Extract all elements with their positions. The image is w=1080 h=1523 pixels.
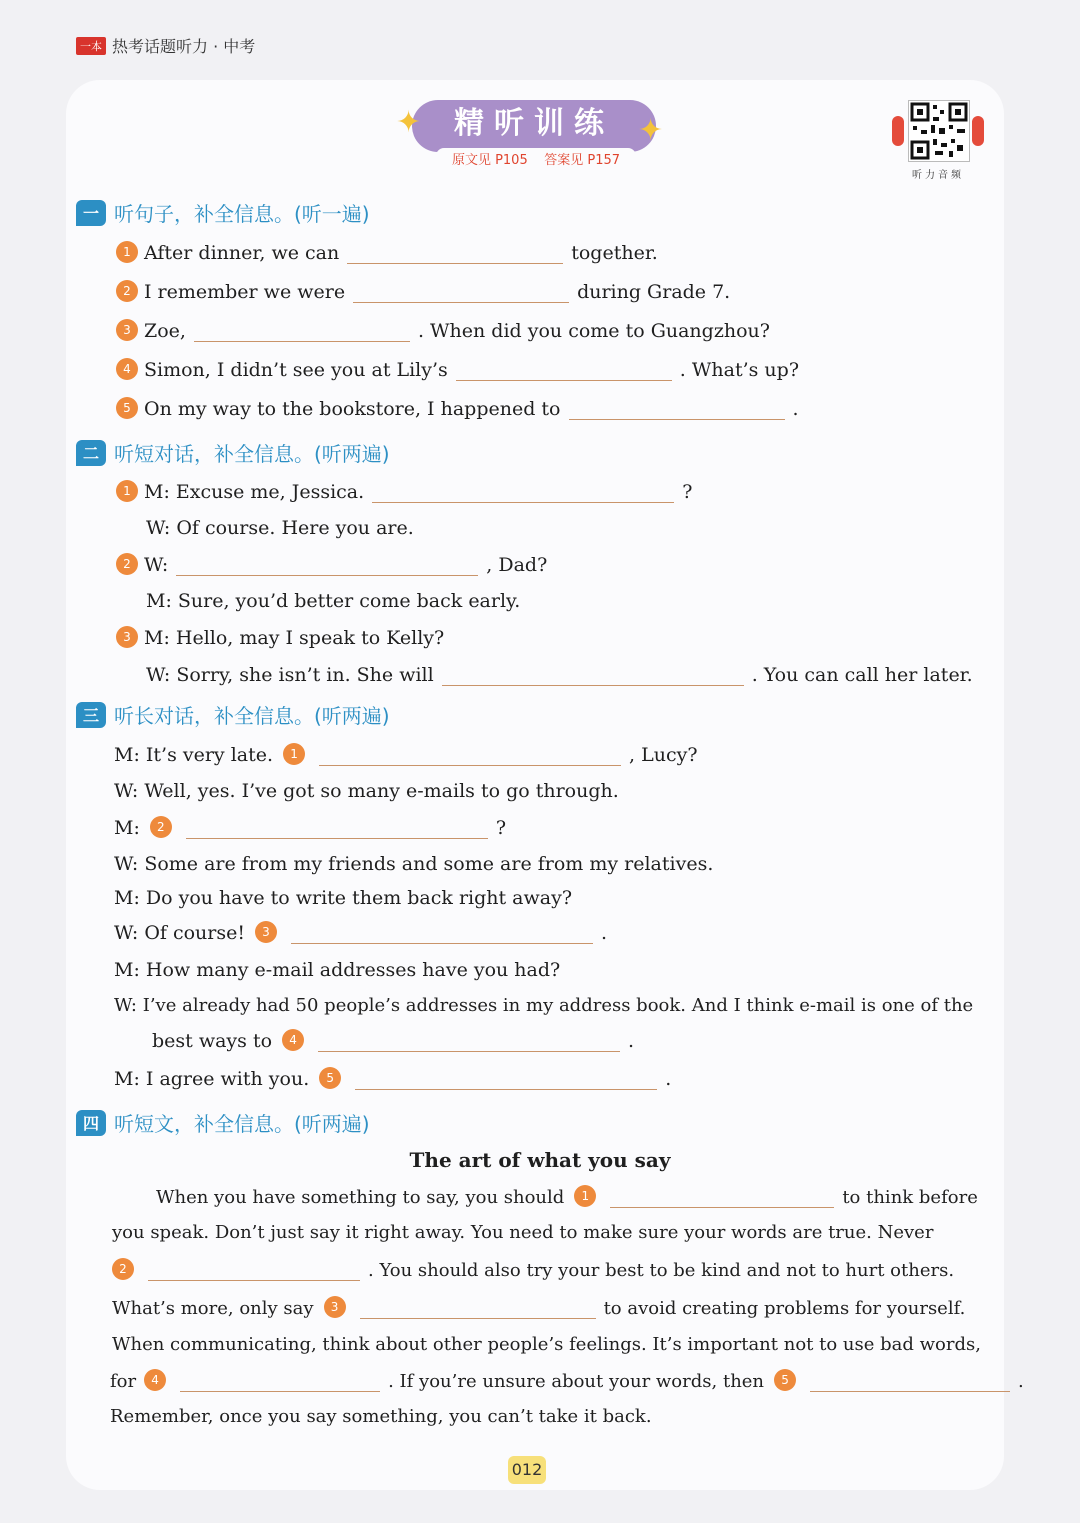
question-line bbox=[116, 398, 799, 420]
question-text-after: during Grade 7. bbox=[577, 281, 731, 303]
audio-qr-code[interactable] bbox=[892, 98, 984, 184]
section-number-icon: 一 bbox=[76, 200, 106, 226]
passage-text-mid: . If you’re unsure about your words, then bbox=[388, 1371, 765, 1392]
section-banner bbox=[396, 94, 668, 168]
question-text-after: together. bbox=[571, 242, 658, 264]
original-text-ref: 原文见 P105 bbox=[451, 153, 528, 168]
dialogue-line bbox=[146, 517, 414, 539]
passage-text: for bbox=[110, 1371, 137, 1392]
dialogue-text: M: I agree with you. bbox=[114, 1068, 310, 1090]
answer-blank[interactable] bbox=[176, 557, 478, 576]
passage-text: you speak. Don’t just say it right away. You need to make sure your words are true. Never bbox=[112, 1222, 934, 1243]
section-heading-1 bbox=[76, 198, 370, 227]
passage-text: Remember, once you say something, you can’t take it back. bbox=[110, 1406, 652, 1427]
answer-blank[interactable] bbox=[360, 1300, 596, 1319]
question-text: On my way to the bookstore, I happened to bbox=[144, 398, 561, 420]
dialogue-text: W: bbox=[144, 554, 169, 576]
question-line bbox=[116, 242, 658, 264]
running-header bbox=[76, 34, 255, 57]
question-number-icon: 2 bbox=[116, 553, 138, 575]
passage-text: When you have something to say, you should bbox=[156, 1187, 565, 1208]
section-number-icon: 四 bbox=[76, 1110, 106, 1136]
answer-blank[interactable] bbox=[442, 667, 744, 686]
question-number-icon: 2 bbox=[150, 816, 172, 838]
question-number-icon: 5 bbox=[116, 397, 138, 419]
dialogue-line bbox=[114, 817, 506, 839]
dialogue-text: W: Sorry, she isn’t in. She will bbox=[146, 664, 434, 686]
dialogue-line bbox=[114, 995, 973, 1016]
section-title: 听短文，补全信息。(听两遍) bbox=[114, 1112, 370, 1136]
question-text: Simon, I didn’t see you at Lily’s bbox=[144, 359, 448, 381]
dialogue-text: W: Well, yes. I’ve got so many e-mails to go through. bbox=[114, 780, 619, 802]
section-number-icon: 三 bbox=[76, 702, 106, 728]
dialogue-text: M: Hello, may I speak to Kelly? bbox=[144, 627, 445, 649]
question-text: After dinner, we can bbox=[144, 242, 340, 264]
question-number-icon: 3 bbox=[116, 319, 138, 341]
headphone-left bbox=[892, 116, 904, 146]
banner-reference bbox=[436, 148, 636, 169]
answer-blank[interactable] bbox=[569, 401, 785, 420]
passage-line bbox=[112, 1259, 954, 1281]
question-number-icon: 2 bbox=[116, 280, 138, 302]
answer-blank[interactable] bbox=[291, 925, 593, 944]
answer-blank[interactable] bbox=[372, 484, 674, 503]
dialogue-text-after: , Dad? bbox=[486, 554, 548, 576]
dialogue-text: M: Excuse me, Jessica. bbox=[144, 481, 365, 503]
question-line bbox=[116, 281, 730, 303]
passage-text: When communicating, think about other people’s feelings. It’s important not to use bad words, bbox=[112, 1334, 981, 1355]
question-text-after: . When did you come to Guangzhou? bbox=[417, 320, 770, 342]
answer-blank[interactable] bbox=[810, 1373, 1010, 1392]
dialogue-line bbox=[114, 744, 698, 766]
passage-title: The art of what you say bbox=[409, 1148, 671, 1172]
answer-blank[interactable] bbox=[180, 1373, 380, 1392]
question-text-after: . What’s up? bbox=[679, 359, 800, 381]
answer-blank[interactable] bbox=[347, 245, 563, 264]
answer-blank[interactable] bbox=[318, 1033, 620, 1052]
question-number-icon: 1 bbox=[116, 241, 138, 263]
question-number-icon: 1 bbox=[116, 480, 138, 502]
answer-ref: 答案见 P157 bbox=[544, 153, 621, 168]
answer-blank[interactable] bbox=[456, 362, 672, 381]
section-heading-2 bbox=[76, 438, 390, 467]
dialogue-text: M: bbox=[114, 817, 140, 839]
question-number-icon: 1 bbox=[574, 1185, 596, 1207]
dialogue-text: W: I’ve already had 50 people’s addresses in my address book. And I think e-mail is one of the bbox=[114, 995, 974, 1016]
dialogue-text: W: Of course! bbox=[114, 922, 245, 944]
headphone-right bbox=[972, 116, 984, 146]
dialogue-line bbox=[152, 1030, 634, 1052]
answer-blank[interactable] bbox=[194, 323, 410, 342]
answer-blank[interactable] bbox=[319, 747, 621, 766]
question-line bbox=[116, 320, 770, 342]
passage-text-after: . bbox=[1018, 1371, 1024, 1392]
answer-blank[interactable] bbox=[353, 284, 569, 303]
passage-line bbox=[112, 1222, 933, 1243]
section-heading-3 bbox=[76, 700, 390, 729]
question-text-after: . bbox=[792, 398, 799, 420]
dialogue-text-after: . bbox=[665, 1068, 672, 1090]
question-number-icon: 3 bbox=[255, 921, 277, 943]
passage-line bbox=[110, 1370, 1024, 1392]
question-line bbox=[116, 359, 799, 381]
passage-line bbox=[156, 1186, 978, 1208]
question-number-icon: 2 bbox=[112, 1258, 134, 1280]
dialogue-text: W: Of course. Here you are. bbox=[146, 517, 414, 539]
dialogue-line bbox=[146, 590, 520, 612]
section-number-icon: 二 bbox=[76, 440, 106, 466]
dialogue-line bbox=[114, 959, 560, 981]
brand-logo: 一本 bbox=[76, 37, 106, 55]
answer-blank[interactable] bbox=[148, 1262, 360, 1281]
star-icon: ✦ bbox=[638, 113, 664, 148]
dialogue-text: M: Do you have to write them back right away? bbox=[114, 887, 573, 909]
section-title: 听长对话，补全信息。(听两遍) bbox=[114, 704, 390, 728]
passage-line bbox=[112, 1334, 981, 1355]
qr-label: 听力音频 bbox=[912, 170, 964, 181]
question-number-icon: 4 bbox=[116, 358, 138, 380]
answer-blank[interactable] bbox=[610, 1189, 834, 1208]
question-number-icon: 3 bbox=[324, 1296, 346, 1318]
dialogue-text: W: Some are from my friends and some are from my relatives. bbox=[114, 853, 714, 875]
answer-blank[interactable] bbox=[355, 1071, 657, 1090]
star-icon: ✦ bbox=[396, 105, 422, 140]
passage-line bbox=[110, 1406, 652, 1427]
passage-text-after: . You should also try your best to be kind and not to hurt others. bbox=[368, 1260, 955, 1281]
section-title: 听句子，补全信息。(听一遍) bbox=[114, 202, 370, 226]
dialogue-line bbox=[114, 780, 619, 802]
question-text: I remember we were bbox=[144, 281, 346, 303]
dialogue-line bbox=[114, 922, 607, 944]
question-number-icon: 5 bbox=[774, 1369, 796, 1391]
dialogue-text-after: . bbox=[628, 1030, 635, 1052]
section-title: 听短对话，补全信息。(听两遍) bbox=[114, 442, 390, 466]
page-number: 012 bbox=[508, 1456, 546, 1484]
dialogue-line bbox=[114, 887, 572, 909]
dialogue-text-after: ? bbox=[682, 481, 693, 503]
answer-blank[interactable] bbox=[186, 820, 488, 839]
question-text: Zoe, bbox=[144, 320, 186, 342]
passage-line bbox=[112, 1297, 965, 1319]
passage-text-after: to think before bbox=[842, 1187, 978, 1208]
qr-code-icon bbox=[908, 100, 970, 162]
dialogue-text: M: It’s very late. bbox=[114, 744, 274, 766]
dialogue-text-after: ? bbox=[495, 817, 507, 839]
question-number-icon: 3 bbox=[116, 626, 138, 648]
dialogue-text: M: Sure, you’d better come back early. bbox=[146, 590, 521, 612]
question-number-icon: 1 bbox=[283, 743, 305, 765]
dialogue-text: best ways to bbox=[152, 1030, 273, 1052]
dialogue-text: M: How many e-mail addresses have you had? bbox=[114, 959, 561, 981]
question-number-icon: 4 bbox=[282, 1029, 304, 1051]
passage-text-after: to avoid creating problems for yourself. bbox=[603, 1298, 966, 1319]
banner-title: 精听训练 bbox=[454, 106, 614, 141]
dialogue-line bbox=[114, 853, 713, 875]
dialogue-line bbox=[146, 664, 973, 686]
passage-text: What’s more, only say bbox=[112, 1298, 314, 1319]
dialogue-line bbox=[116, 554, 547, 576]
question-number-icon: 5 bbox=[319, 1067, 341, 1089]
dialogue-line bbox=[114, 1068, 671, 1090]
question-number-icon: 4 bbox=[144, 1369, 166, 1391]
section-heading-4 bbox=[76, 1108, 370, 1137]
dialogue-text-after: , Lucy? bbox=[629, 744, 698, 766]
dialogue-line bbox=[116, 627, 444, 649]
dialogue-text-after: . bbox=[601, 922, 608, 944]
dialogue-text-after: . You can call her later. bbox=[751, 664, 973, 686]
book-title: 热考话题听力 · 中考 bbox=[112, 37, 256, 56]
dialogue-line bbox=[116, 481, 692, 503]
